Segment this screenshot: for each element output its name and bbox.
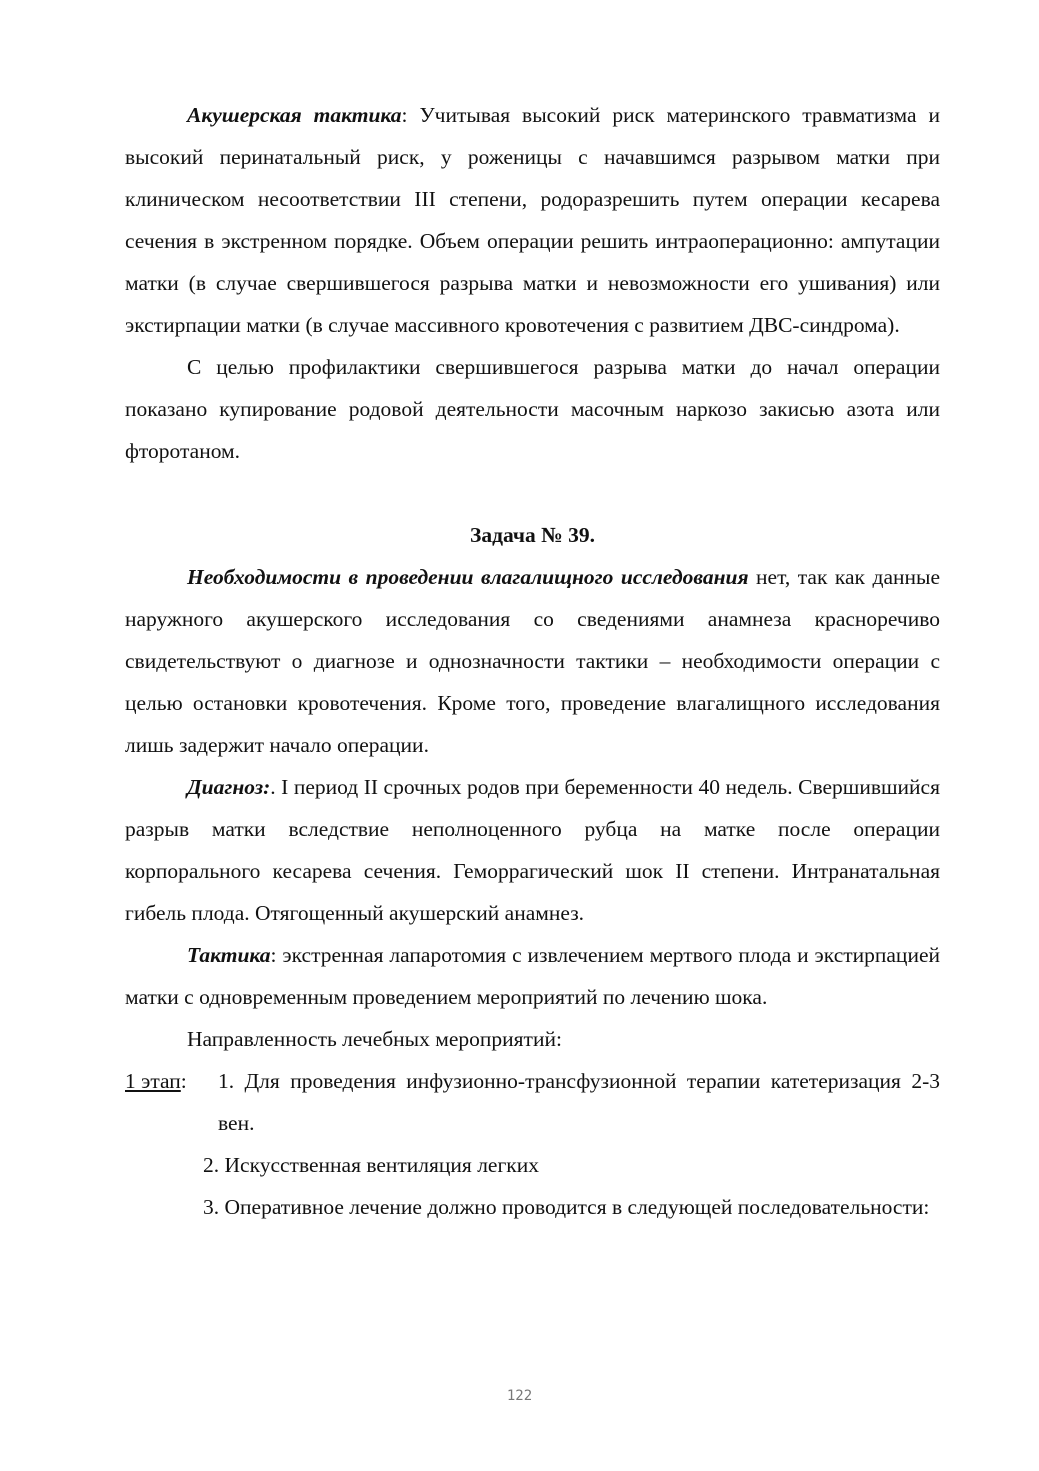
page-number: 122 (506, 1388, 533, 1404)
vaginal-exam-text: нет, так как данные наружного акушерского исследования со сведениями анамнеза красноречиво свидетельствуют о диагнозе и однозначности тактики – необходимости операции с целью остановки кровотечения. Кроме того, проведение влагалищного исследования лишь задержит начало операции. (125, 565, 940, 757)
diagnosis-text: . I период II срочных родов при беременности 40 недель. Свершившийся разрыв матки вследствие неполноценного рубца на матке после операции корпорального кесарева сечения. Геморрагический шок II степени. Интранатальная гибель плода. Отягощенный акушерский анамнез. (125, 775, 940, 925)
obstetric-tactics-label: Акушерская тактика (187, 103, 402, 127)
paragraph-vaginal-exam (125, 556, 940, 766)
paragraph-obstetric-tactics (125, 94, 940, 346)
stage-item-2: 2. Искусственная вентиляция легких (203, 1153, 539, 1177)
prophylaxis-text: С целью профилактики свершившегося разрыва матки до начал операции показано купирование родовой деятельности масочным наркозо закисью азота или фторотаном. (125, 355, 940, 463)
tactics-label: Тактика (187, 943, 271, 967)
stage-1-block (125, 1060, 940, 1144)
stage-item-1: 1. Для проведения инфузионно-трансфузионной терапии катетеризация 2-3 вен. (218, 1069, 940, 1135)
task-heading: Задача № 39. (470, 523, 595, 547)
paragraph-tactics (125, 934, 940, 1018)
stage-1-label-text: 1 этап (125, 1069, 181, 1093)
diagnosis-label: Диагноз: (187, 775, 271, 799)
paragraph-prophylaxis (125, 346, 940, 472)
tactics-text: : экстренная лапаротомия с извлечением мертвого плода и экстирпацией матки с одновременным проведением мероприятий по лечению шока. (125, 943, 940, 1009)
stage-1-label (125, 1060, 187, 1102)
stage-item-3: 3. Оперативное лечение должно проводится в следующей последовательности: (203, 1195, 930, 1219)
obstetric-tactics-text: : Учитывая высокий риск материнского травматизма и высокий перинатальный риск, у роженицы с начавшимся разрывом матки при клиническом несоответствии III степени, родоразрешить путем операции кесарева сечения в экстренном порядке. Объем операции решить интраоперационно: ампутации матки (в случае свершившегося разрыва матки и невозможности его ушивания) или экстирпации матки (в случае массивного кровотечения с развитием ДВС-синдрома). (125, 103, 940, 337)
paragraph-diagnosis (125, 766, 940, 934)
stage-1-label-suffix: : (180, 1069, 187, 1093)
paragraph-treatment-direction (125, 1018, 940, 1060)
treatment-direction-text: Направленность лечебных мероприятий: (187, 1027, 562, 1051)
vaginal-exam-label: Необходимости в проведении влагалищного исследования (187, 565, 749, 589)
document-page (125, 94, 940, 1228)
